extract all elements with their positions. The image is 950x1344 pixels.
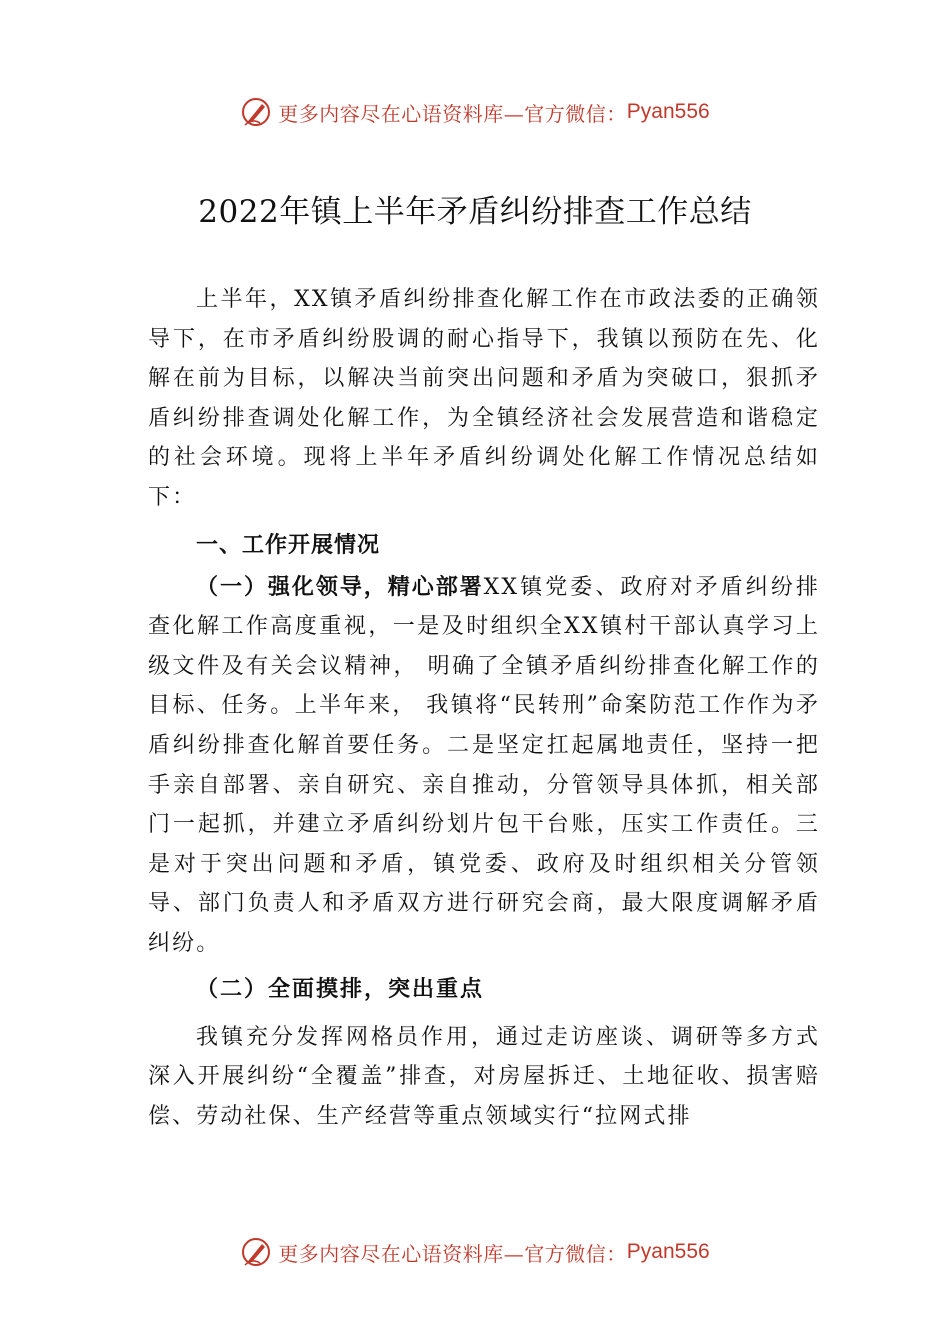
subsection-2-paragraph: 我镇充分发挥网格员作用，通过走访座谈、调研等多方式深入开展纠纷“全覆盖”排查，对房屋拆迁、土地征收、损害赔偿、劳动社保、生产经营等重点领域实行“拉网式排 — [148, 1024, 820, 1129]
subsection-1-paragraph — [148, 568, 820, 964]
banner-text: 更多内容尽在心语资料库—官方微信： — [278, 1241, 627, 1266]
pen-logo-icon — [240, 96, 272, 128]
banner-wechat-id: Pyan556 — [626, 100, 710, 123]
section-heading: 一、工作开展情况 — [196, 532, 381, 558]
banner-wechat-id: Pyan556 — [626, 1240, 710, 1263]
subsection-1-heading: （一）强化领导，精心部署 — [196, 574, 484, 600]
subsection-2-heading-line — [148, 970, 820, 1010]
subsection-2-heading: （二）全面摸排，突出重点 — [196, 976, 485, 1002]
footer-banner — [0, 1232, 950, 1272]
header-banner — [0, 92, 950, 132]
subsection-1-body: XX镇党委、政府对矛盾纠纷排查化解工作高度重视，一是及时组织全XX镇村干部认真学习上级文件及有关会议精神， 明确了全镇矛盾纠纷排查化解工作的目标、任务。上半年来， 我镇将“民转刑”命案防范工作作为矛盾纠纷排查化解首要任务。二是坚定扛起属地责任，坚持一把手亲自部署、亲自研究、亲自推动，分管领导具体抓，相关部门一起抓，并建立矛盾纠纷划片包干台账，压实工作责任。三是对于突出问题和矛盾，镇党委、政府及时组织相关分管领导、部门负责人和矛盾双方进行研究会商，最大限度调解矛盾纠纷。 — [148, 574, 820, 956]
intro-paragraph: 上半年，XX镇矛盾纠纷排查化解工作在市政法委的正确领导下，在市矛盾纠纷股调的耐心指导下，我镇以预防在先、化解在前为目标，以解决当前突出问题和矛盾为突破口，狠抓矛盾纠纷排查调处化解工作，为全镇经济社会发展营造和谐稳定的社会环境。现将上半年矛盾纠纷调处化解工作情况总结如下： — [148, 287, 820, 510]
document-body — [148, 280, 820, 1136]
document-title: 2022年镇上半年矛盾纠纷排查工作总结 — [198, 194, 752, 230]
banner-text: 更多内容尽在心语资料库—官方微信： — [278, 101, 627, 126]
pen-logo-icon — [240, 1236, 272, 1268]
